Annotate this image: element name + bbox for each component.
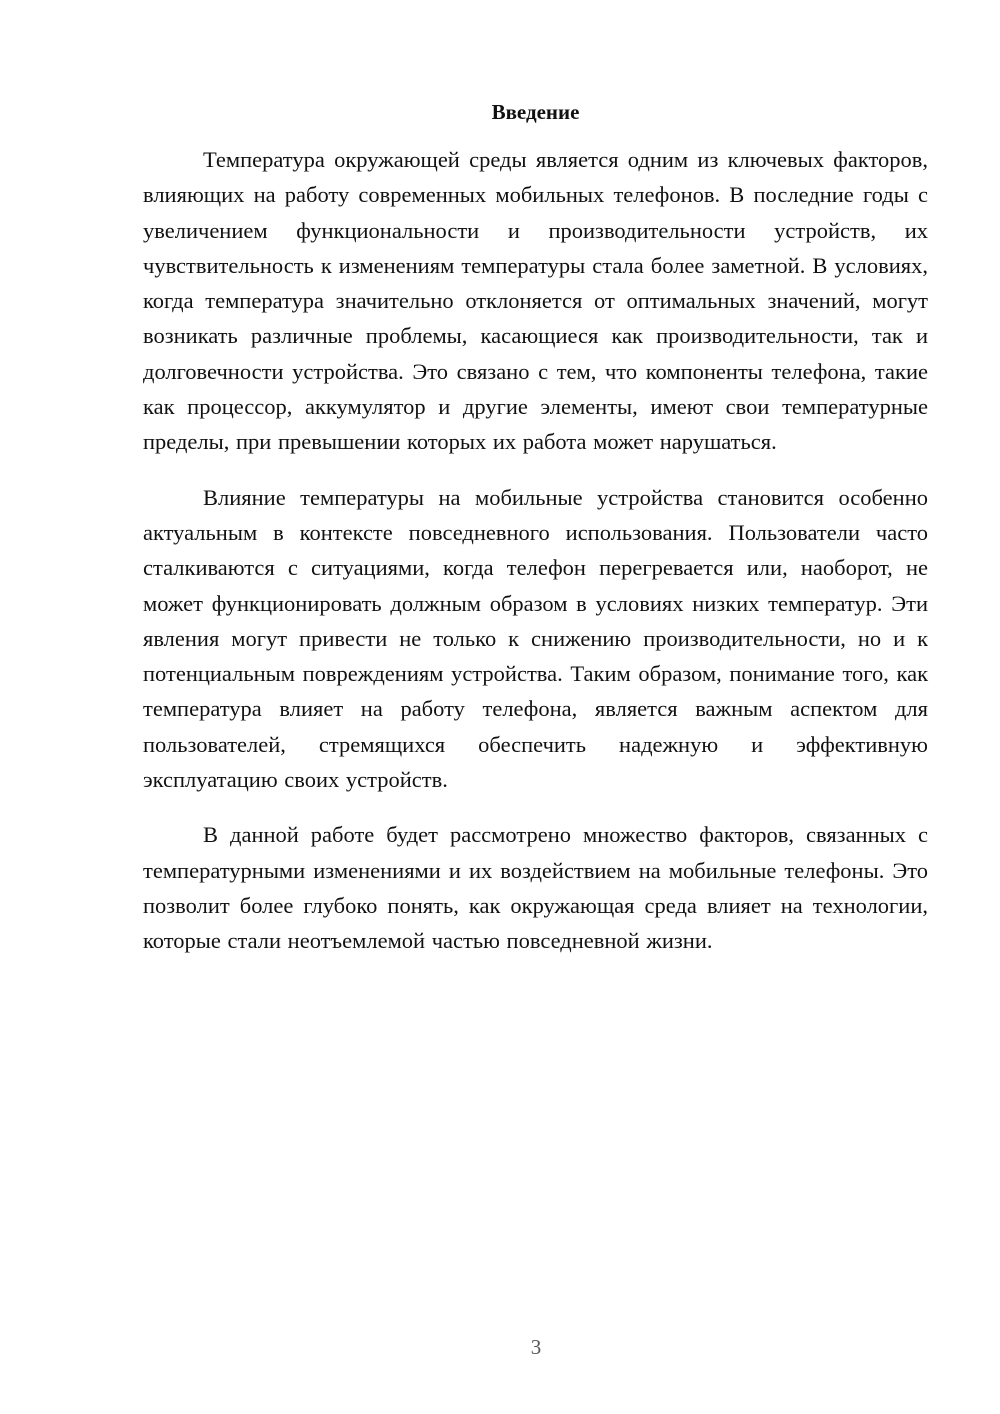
section-heading: Введение bbox=[491, 100, 580, 124]
paragraph-3: В данной работе будет рассмотрено множество факторов, связанных с температурными изменениями и их воздействием на мобильные телефоны. Это позволит более глубоко понять, как окружающая среда влияет на технологии, которые стали неотъемлемой частью повседневной жизни. bbox=[143, 822, 928, 954]
body-text bbox=[143, 142, 928, 979]
paragraph-1: Температура окружающей среды является одним из ключевых факторов, влияющих на работу современных мобильных телефонов. В последние годы с увеличением функциональности и производительности устройств, их чувствительность к изменениям температуры стала более заметной. В условиях, когда температура значительно отклоняется от оптимальных значений, могут возникать различные проблемы, касающиеся как производительности, так и долговечности устройства. Это связано с тем, что компоненты телефона, такие как процессор, аккумулятор и другие элементы, имеют свои температурные пределы, при превышении которых их работа может нарушаться. bbox=[143, 147, 928, 455]
page-number: 3 bbox=[530, 1335, 542, 1359]
paragraph-2: Влияние температуры на мобильные устройства становится особенно актуальным в контексте повседневного использования. Пользователи часто сталкиваются с ситуациями, когда телефон перегревается или, наоборот, не может функционировать должным образом в условиях низких температур. Эти явления могут привести не только к снижению производительности, но и к потенциальным повреждениям устройства. Таким образом, понимание того, как температура влияет на работу телефона, является важным аспектом для пользователей, стремящихся обеспечить надежную и эффективную эксплуатацию своих устройств. bbox=[143, 484, 928, 793]
